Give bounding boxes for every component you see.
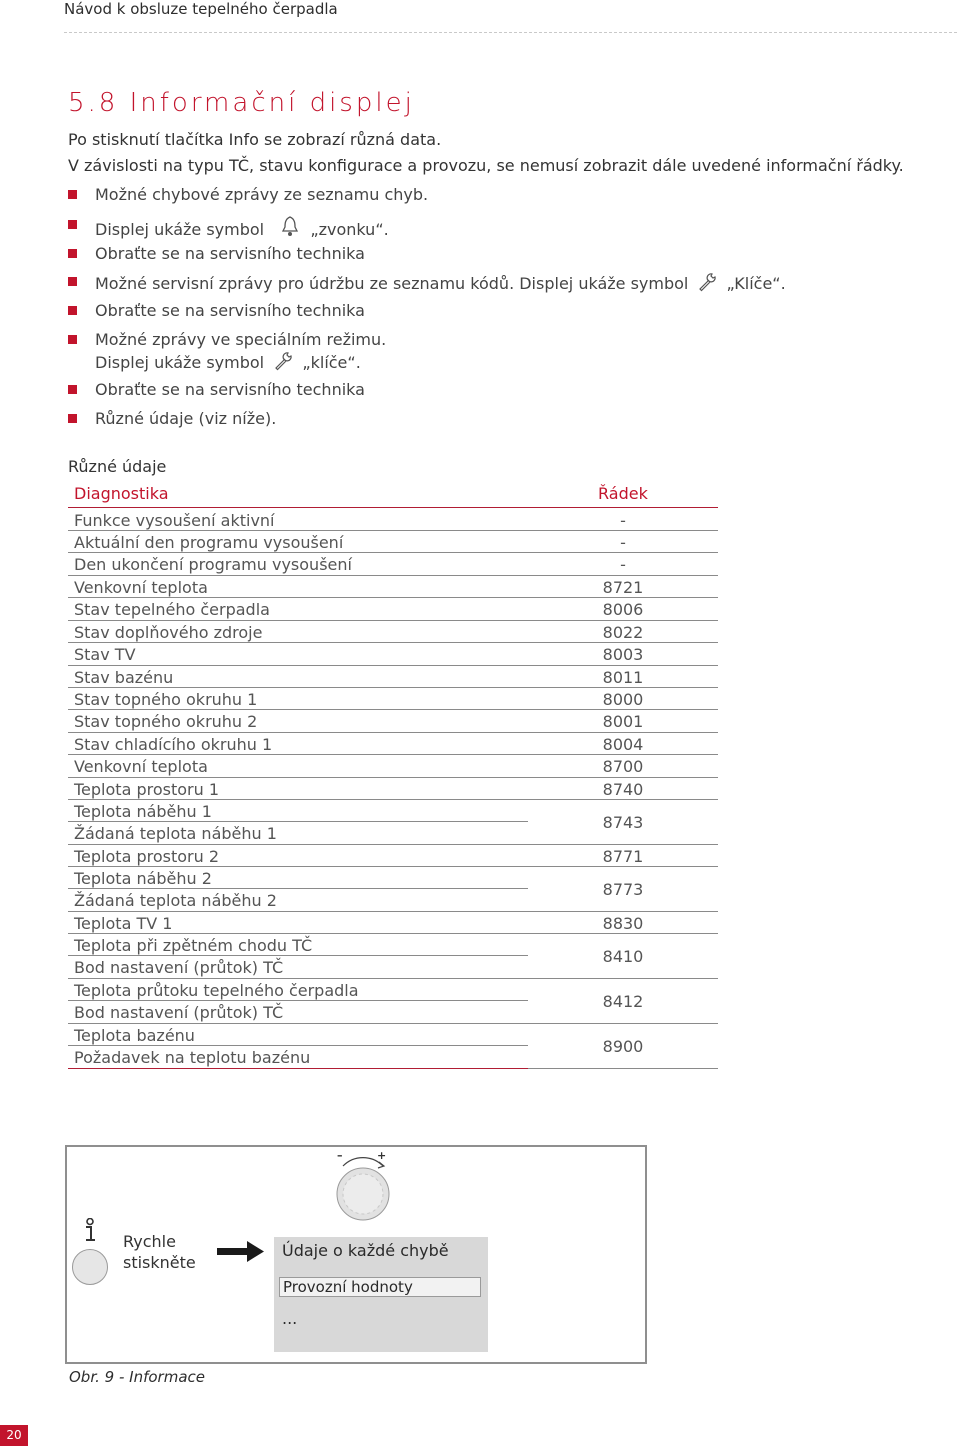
table-row-code: 8000 <box>602 690 644 709</box>
table-row-label: Teplota při zpětném chodu TČ <box>74 936 313 955</box>
row-divider <box>68 844 718 845</box>
table-row-label: Stav TV <box>74 645 136 664</box>
table-row-code: 8830 <box>602 914 644 933</box>
table-row-code: - <box>620 511 626 530</box>
table-row-label: Žádaná teplota náběhu 1 <box>74 824 277 843</box>
table-row-code: 8022 <box>602 623 644 642</box>
wrench-icon <box>697 272 717 292</box>
row-divider <box>68 1023 718 1024</box>
table-footer-rule <box>68 1068 528 1069</box>
table-row-label: Teplota průtoku tepelného čerpadla <box>74 981 359 1000</box>
knob-minus-label: – <box>337 1149 343 1162</box>
row-divider <box>68 1045 528 1046</box>
intro-line-1: Po stisknutí tlačítka Info se zobrazí různá data. <box>68 130 442 149</box>
bullet-icon <box>68 249 77 258</box>
table-row-label: Venkovní teplota <box>74 757 208 776</box>
table-row-code: 8771 <box>602 847 644 866</box>
table-row-label: Žádaná teplota náběhu 2 <box>74 891 277 910</box>
bullet-text: Obraťte se na servisního technika <box>95 301 365 320</box>
table-row-code: 8011 <box>602 668 644 687</box>
row-divider <box>68 978 718 979</box>
menu-item-operating-values: Provozní hodnoty <box>283 1278 413 1296</box>
row-divider <box>68 709 718 710</box>
table-row-code: 8004 <box>602 735 644 754</box>
table-row-label: Bod nastavení (průtok) TČ <box>74 958 284 977</box>
arrow-right-icon <box>217 1240 265 1264</box>
column-header-radek: Řádek <box>598 484 648 503</box>
table-row-code: 8412 <box>602 992 644 1011</box>
bullet-text: Obraťte se na servisního technika <box>95 244 365 263</box>
row-divider <box>68 665 718 666</box>
bullet-icon <box>68 306 77 315</box>
row-divider <box>68 575 718 576</box>
menu-item-more[interactable]: ... <box>282 1309 298 1328</box>
row-divider <box>68 888 528 889</box>
page-number: 20 <box>0 1425 28 1446</box>
bullet-icon <box>68 335 77 344</box>
press-instruction: Rychle stiskněte <box>123 1232 196 1272</box>
table-row-code: - <box>620 533 626 552</box>
table-row-label: Stav doplňového zdroje <box>74 623 263 642</box>
table-row-label: Bod nastavení (průtok) TČ <box>74 1003 284 1022</box>
bullet-icon <box>68 190 77 199</box>
table-row-label: Teplota prostoru 1 <box>74 780 220 799</box>
intro-line-2: V závislosti na typu TČ, stavu konfigurace a provozu, se nemusí zobrazit dále uvedené informační řádky. <box>68 156 904 175</box>
figure-caption: Obr. 9 - Informace <box>69 1368 205 1386</box>
table-row-label: Teplota náběhu 1 <box>74 802 212 821</box>
row-divider <box>68 620 718 621</box>
table-row-label: Funkce vysoušení aktivní <box>74 511 275 530</box>
bullet-text: Displej ukáže symbol „klíče“. <box>95 353 361 372</box>
table-row-code: 8410 <box>602 947 644 966</box>
bullet-icon <box>68 385 77 394</box>
bullet-text: Možné zprávy ve speciálním režimu. <box>95 330 387 349</box>
table-row-label: Teplota TV 1 <box>74 914 173 933</box>
row-divider <box>68 530 718 531</box>
table-row-label: Venkovní teplota <box>74 578 208 597</box>
row-divider <box>528 1068 718 1069</box>
row-divider <box>68 552 718 553</box>
rotary-knob-icon <box>329 1152 397 1222</box>
table-row-code: 8700 <box>602 757 644 776</box>
table-row-label: Den ukončení programu vysoušení <box>74 555 352 574</box>
header-divider <box>64 32 957 33</box>
diagnostics-table <box>68 480 718 1070</box>
table-row-code: 8740 <box>602 780 644 799</box>
menu-item-selected[interactable] <box>279 1277 481 1297</box>
row-divider <box>68 687 718 688</box>
table-row-label: Stav bazénu <box>74 668 174 687</box>
bullet-icon <box>68 414 77 423</box>
table-row-code: 8721 <box>602 578 644 597</box>
table-row-code: 8006 <box>602 600 644 619</box>
row-divider <box>68 799 718 800</box>
bullet-text: Displej ukáže symbol „zvonku“. <box>95 215 389 239</box>
table-row-label: Teplota bazénu <box>74 1026 195 1045</box>
table-row-label: Požadavek na teplotu bazénu <box>74 1048 311 1067</box>
bell-icon <box>279 215 301 237</box>
table-row-code: - <box>620 555 626 574</box>
header-title: Návod k obsluze tepelného čerpadla <box>64 0 338 18</box>
table-row-label: Aktuální den programu vysoušení <box>74 533 344 552</box>
bullet-text: Různé údaje (viz níže). <box>95 409 277 428</box>
table-row-code: 8003 <box>602 645 644 664</box>
table-row-label: Teplota náběhu 2 <box>74 869 212 888</box>
row-divider <box>68 732 718 733</box>
bullet-text: Obraťte se na servisního technika <box>95 380 365 399</box>
display-panel <box>274 1237 488 1352</box>
row-divider <box>68 955 528 956</box>
section-title: 5.8 Informační displej <box>68 88 415 118</box>
bullet-icon <box>68 277 77 286</box>
info-button[interactable] <box>72 1249 108 1285</box>
table-row-label: Teplota prostoru 2 <box>74 847 220 866</box>
wrench-icon <box>273 351 293 371</box>
row-divider <box>68 911 718 912</box>
row-divider <box>68 597 718 598</box>
info-icon <box>81 1218 99 1244</box>
row-divider <box>68 754 718 755</box>
row-divider <box>68 777 718 778</box>
figure-info-display <box>65 1145 647 1364</box>
knob-plus-label: + <box>377 1149 387 1162</box>
row-divider <box>68 642 718 643</box>
row-divider <box>68 1000 528 1001</box>
row-divider <box>68 933 718 934</box>
table-row-code: 8773 <box>602 880 644 899</box>
column-header-diagnostika: Diagnostika <box>74 484 169 503</box>
bullet-text: Možné chybové zprávy ze seznamu chyb. <box>95 185 429 204</box>
menu-item-errors[interactable]: Údaje o každé chybě <box>282 1241 449 1260</box>
table-row-code: 8743 <box>602 813 644 832</box>
table-row-label: Stav topného okruhu 2 <box>74 712 258 731</box>
bullet-text: Možné servisní zprávy pro údržbu ze seznamu kódů. Displej ukáže symbol „Klíče“. <box>95 274 786 293</box>
row-divider <box>68 866 718 867</box>
row-divider <box>68 821 528 822</box>
bullet-icon <box>68 220 77 229</box>
table-row-code: 8900 <box>602 1037 644 1056</box>
table-row-label: Stav chladícího okruhu 1 <box>74 735 273 754</box>
table-header-rule <box>68 507 718 508</box>
table-row-code: 8001 <box>602 712 644 731</box>
table-title: Různé údaje <box>68 457 167 476</box>
table-row-label: Stav topného okruhu 1 <box>74 690 258 709</box>
table-row-label: Stav tepelného čerpadla <box>74 600 270 619</box>
